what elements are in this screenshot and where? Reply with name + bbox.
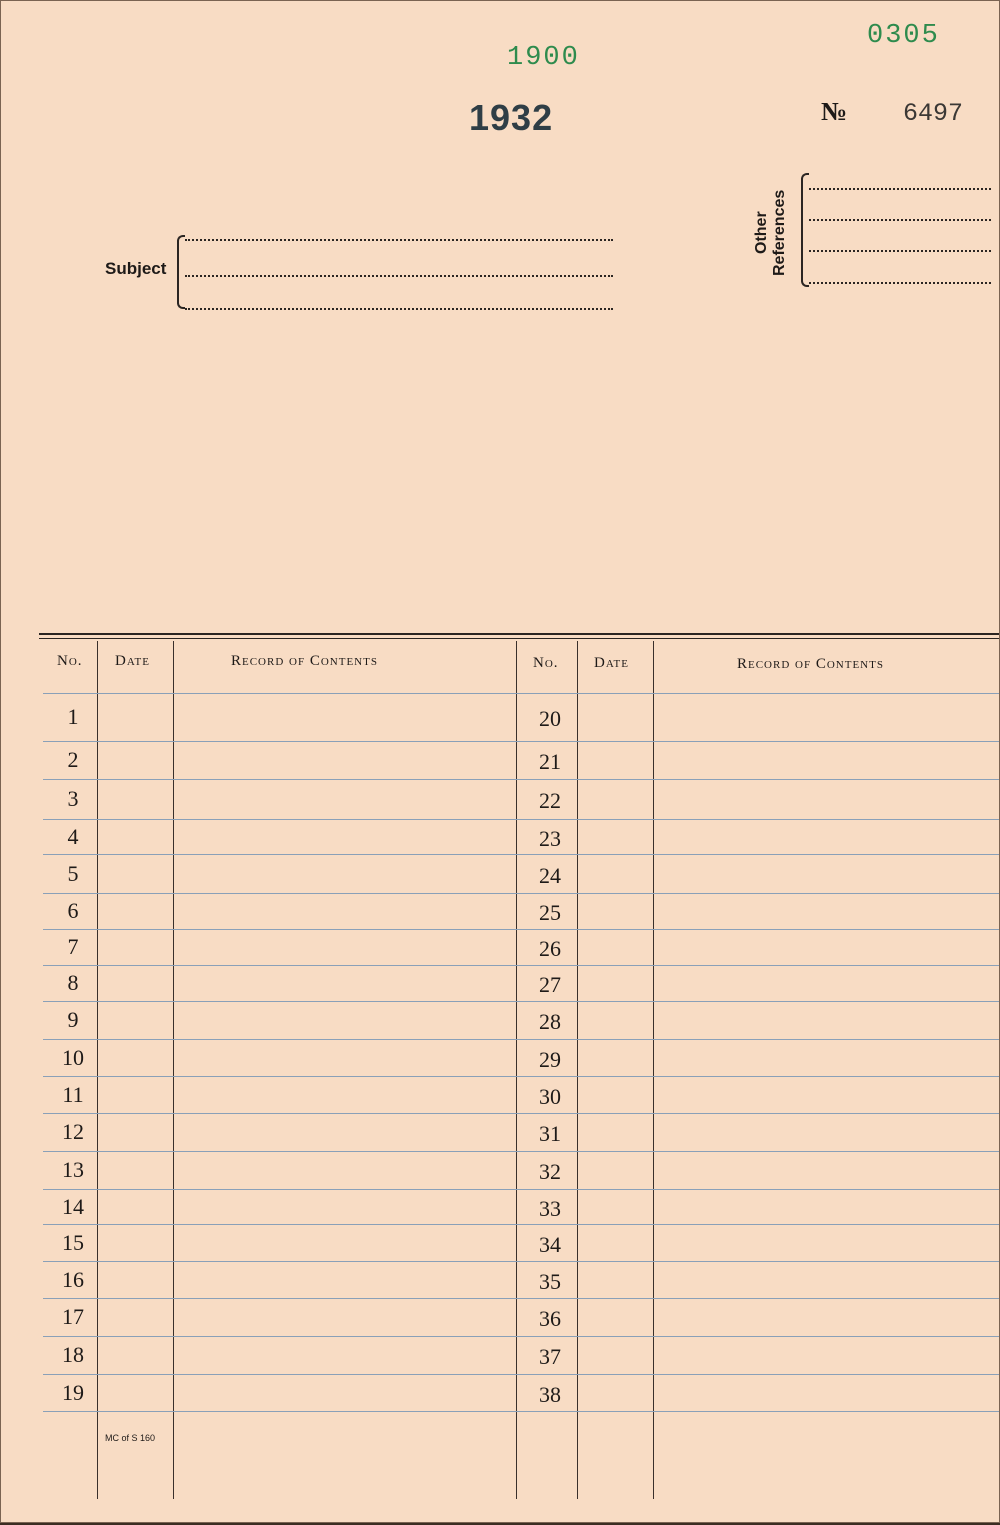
row-number-left: 4: [67, 823, 79, 849]
row-number-right: 30: [539, 1083, 561, 1109]
row-number-right: 37: [539, 1344, 561, 1369]
row-rule: [43, 1411, 1000, 1412]
stamp-number-top-center: 1900: [507, 43, 580, 73]
header-contents-left: Record of Contents: [231, 653, 378, 669]
other-references-label: [753, 176, 803, 281]
row-number-left: 12: [62, 1119, 84, 1144]
row-number-left: 11: [62, 1081, 84, 1107]
row-rule: [43, 1001, 1000, 1002]
file-number-label: №: [821, 97, 848, 126]
row-rule: [43, 854, 1000, 855]
row-rule: [43, 1261, 1000, 1262]
col-rule-left-date: [173, 641, 174, 1499]
row-number-right: 25: [539, 900, 561, 925]
row-rule: [43, 741, 1000, 742]
file-number: 6497: [903, 99, 964, 128]
row-rule: [43, 1374, 1000, 1375]
row-number-left: 9: [67, 1007, 79, 1032]
row-number-left: 15: [62, 1229, 84, 1255]
table-top-rule: [39, 633, 1000, 635]
stamp-number-top-right: 0305: [867, 21, 940, 51]
row-rule: [43, 1298, 1000, 1299]
row-number-left: 5: [67, 860, 79, 886]
other-references-label-line1: Other: [753, 211, 770, 254]
subject-line-2: [185, 275, 613, 277]
col-rule-right-date: [577, 641, 578, 1499]
row-rule: [43, 1113, 1000, 1114]
row-number-right: 26: [539, 936, 561, 961]
header-date-right: Date: [594, 655, 629, 671]
row-number-right: 32: [539, 1159, 561, 1184]
row-number-left: 2: [67, 747, 79, 772]
row-number-left: 6: [67, 898, 79, 923]
row-number-right: 22: [539, 788, 561, 813]
row-number-right: 34: [539, 1231, 561, 1257]
subject-line-3: [185, 308, 613, 310]
header-date-left: Date: [115, 653, 150, 669]
row-rule: [43, 779, 1000, 780]
row-number-right: 20: [539, 706, 561, 731]
row-number-right: 38: [539, 1381, 561, 1407]
subject-label: Subject: [105, 259, 167, 278]
row-number-left: 1: [67, 704, 79, 729]
row-number-right: 28: [539, 1009, 561, 1034]
row-rule: [43, 1076, 1000, 1077]
row-number-right: 24: [539, 862, 561, 888]
row-number-right: 29: [539, 1046, 561, 1072]
row-number-right: 23: [539, 825, 561, 851]
row-number-right: 21: [539, 749, 561, 774]
row-number-left: 17: [62, 1304, 84, 1329]
row-number-left: 3: [67, 786, 79, 811]
header-no-right: No.: [533, 655, 559, 671]
row-number-left: 14: [62, 1193, 84, 1219]
col-rule-right-no: [516, 641, 517, 1499]
form-code: MC of S 160: [105, 1433, 156, 1443]
subject-line-1: [185, 239, 613, 241]
row-number-right: 35: [539, 1268, 561, 1294]
file-year: 1932: [469, 97, 554, 138]
row-rule: [43, 1039, 1000, 1040]
other-references-brace: [801, 173, 809, 287]
col-rule-right-contents: [653, 641, 654, 1499]
row-rule: [43, 1151, 1000, 1152]
row-number-left: 8: [67, 970, 79, 995]
col-rule-left-no: [97, 641, 98, 1499]
other-ref-line-3: [809, 250, 991, 252]
other-ref-line-2: [809, 219, 991, 221]
row-number-left: 7: [67, 934, 79, 959]
row-number-right: 27: [539, 972, 561, 997]
row-number-left: 10: [62, 1044, 84, 1070]
other-ref-line-4: [809, 282, 991, 284]
other-ref-line-1: [809, 188, 991, 190]
subject-brace: [177, 235, 185, 309]
row-number-left: 19: [62, 1379, 84, 1405]
row-rule: [43, 1224, 1000, 1225]
row-rule: [43, 1336, 1000, 1337]
row-rule: [43, 893, 1000, 894]
row-number-right: 31: [539, 1121, 561, 1146]
other-references-label-line2: References: [771, 189, 788, 276]
row-rule: [43, 693, 1000, 694]
header-contents-right: Record of Contents: [737, 656, 884, 672]
row-number-right: 33: [539, 1195, 561, 1221]
header-no-left: No.: [57, 653, 83, 669]
row-number-left: 16: [62, 1266, 84, 1292]
row-rule: [43, 1189, 1000, 1190]
row-number-left: 18: [62, 1342, 84, 1367]
row-number-left: 13: [62, 1157, 84, 1182]
row-rule: [43, 965, 1000, 966]
row-rule: [43, 929, 1000, 930]
row-number-right: 36: [539, 1306, 561, 1331]
table-top-rule-thin: [39, 638, 1000, 639]
row-rule: [43, 819, 1000, 820]
